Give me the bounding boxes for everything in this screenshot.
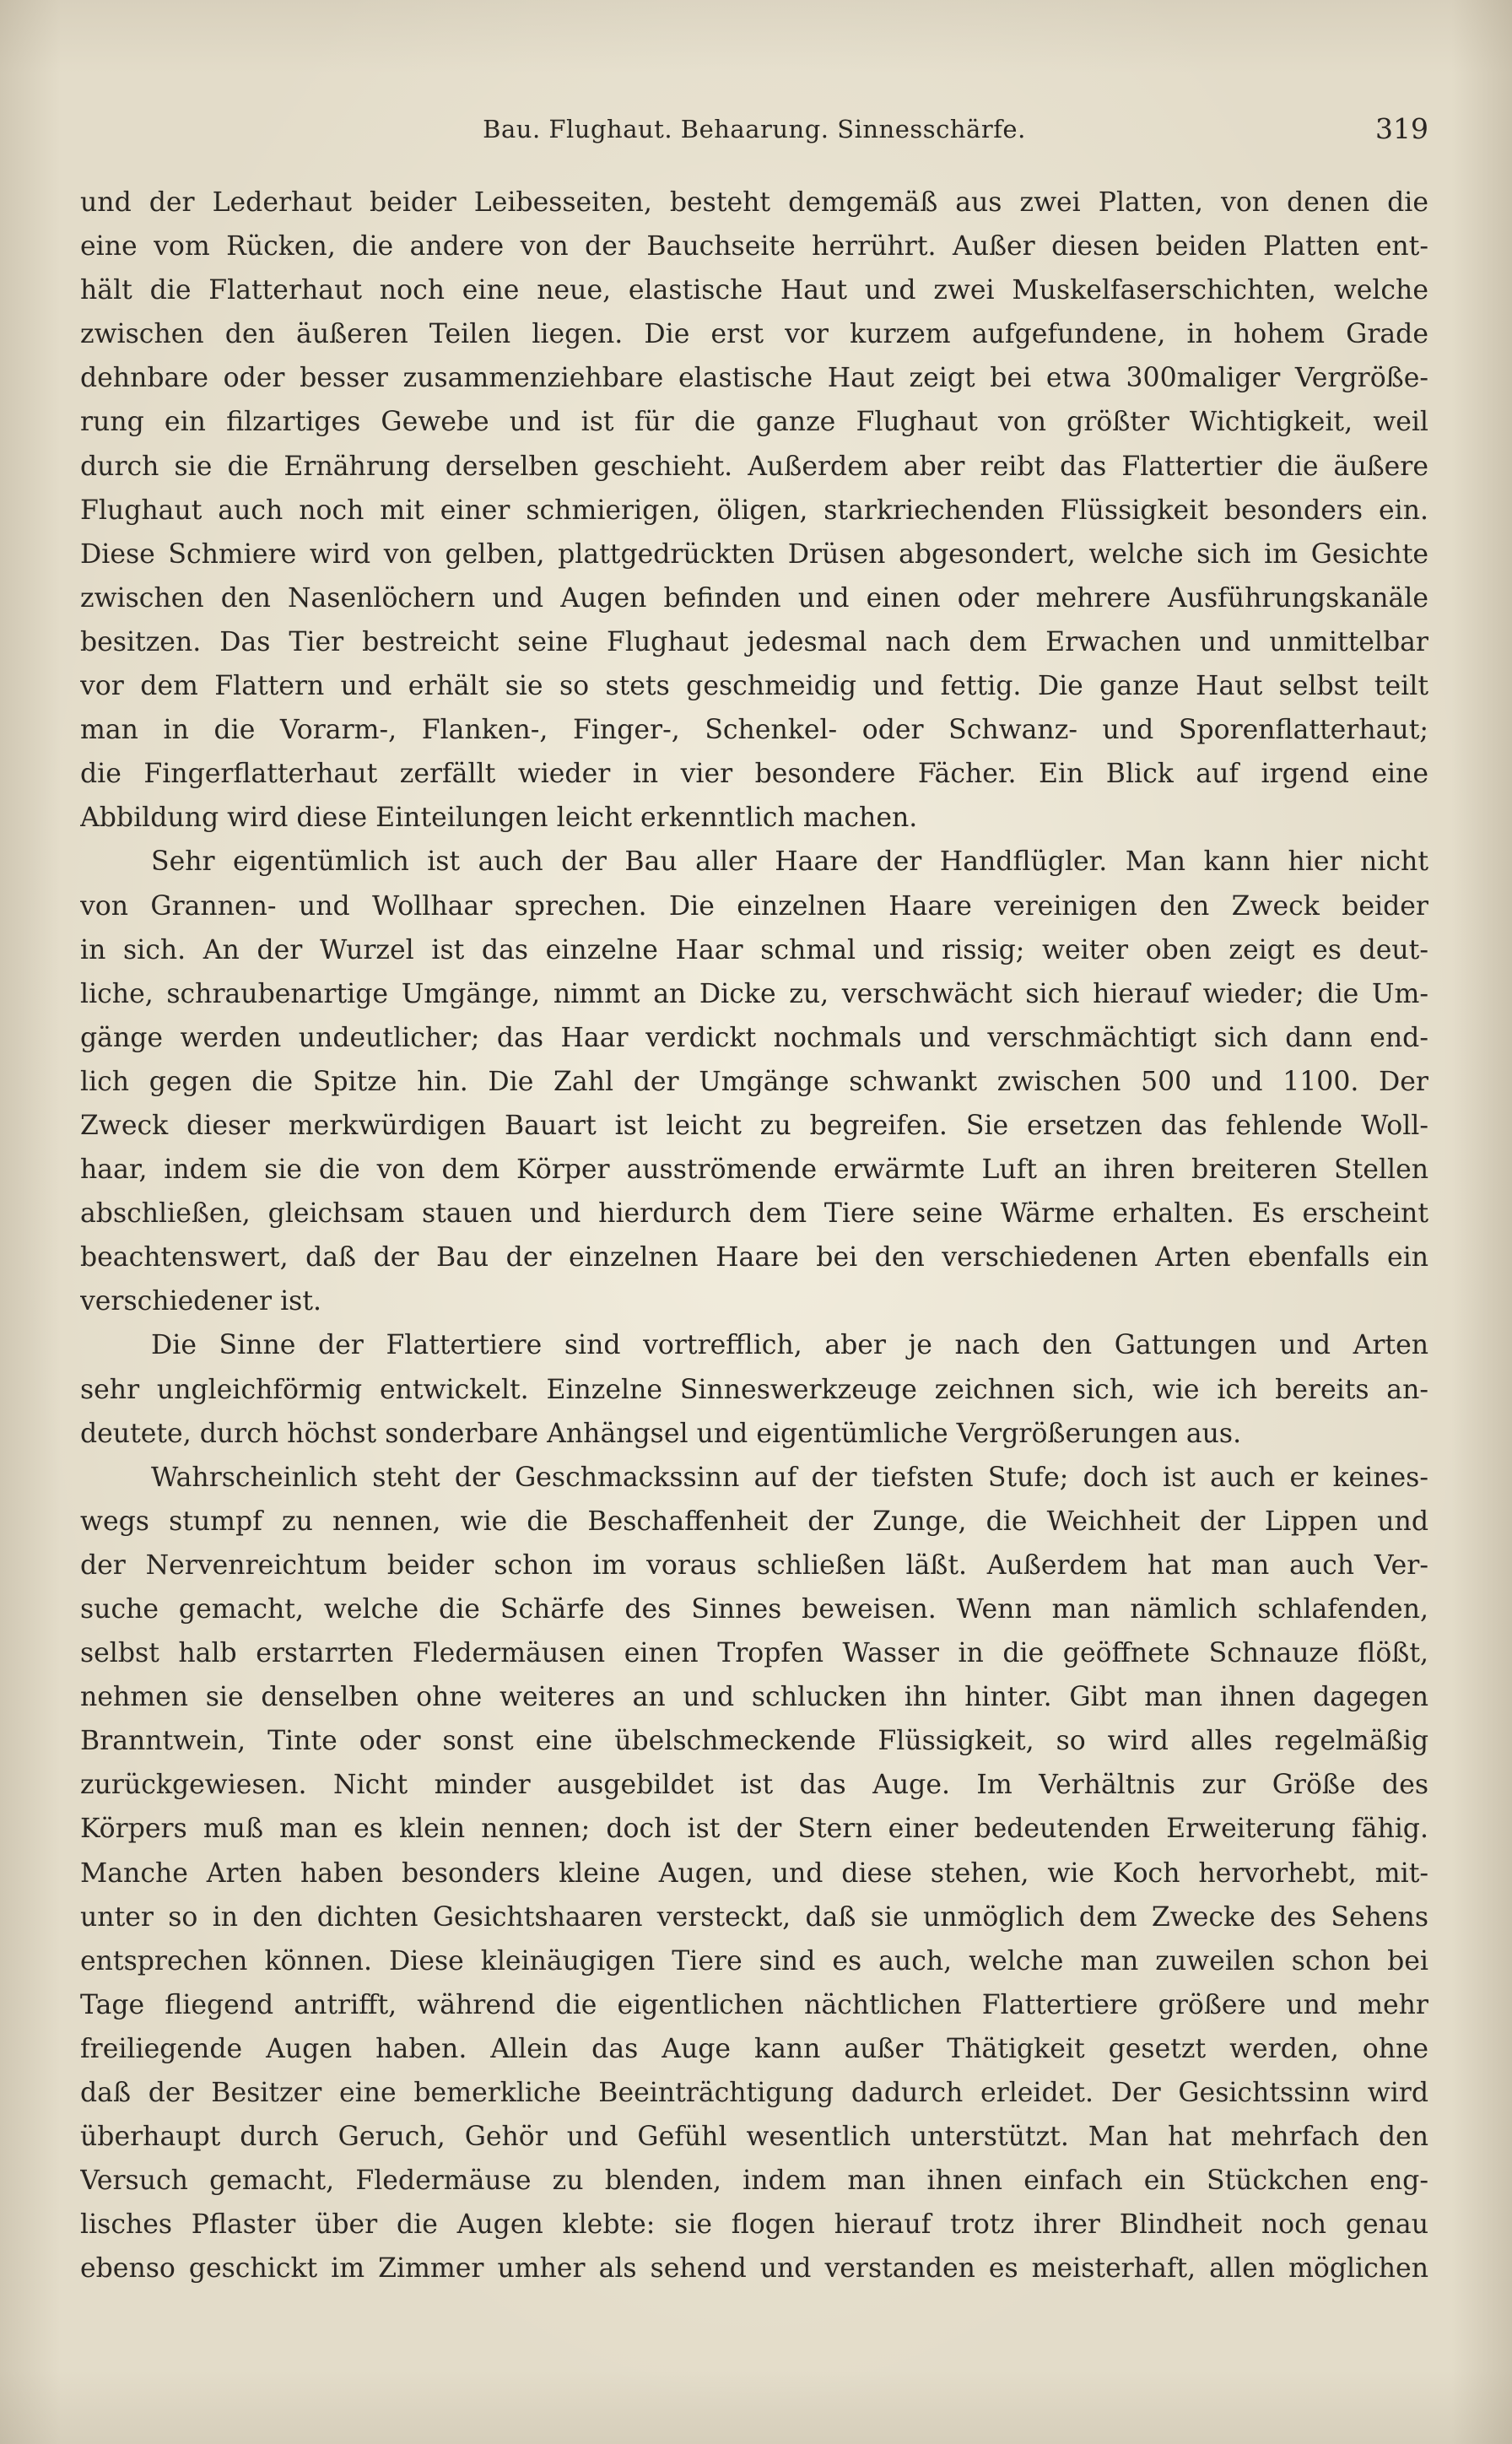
body-text: [80, 181, 1428, 2291]
text-line: verschiedener ist.: [80, 1286, 322, 1317]
text-line: freiliegende Augen haben. Allein das Auge kann außer Thätigkeit gesetzt werden, ohne: [80, 2033, 1428, 2064]
text-line: lisches Pflaster über die Augen klebte: sie flogen hierauf trotz ihrer Blindheit noch genau: [80, 2209, 1428, 2241]
text-line: zwischen den Nasenlöchern und Augen befinden und einen oder mehrere Ausführungskanäle: [80, 582, 1428, 614]
running-head: [80, 108, 1428, 150]
text-line: Diese Schmiere wird von gelben, plattgedrückten Drüsen abgesondert, welche sich im Gesichte: [80, 538, 1428, 570]
text-line: Versuch gemacht, Fledermäuse zu blenden, indem man ihnen einfach ein Stückchen eng-: [80, 2166, 1428, 2197]
text-line: suche gemacht, welche die Schärfe des Sinnes beweisen. Wenn man nämlich schlafenden,: [80, 1594, 1428, 1625]
text-line: Manche Arten haben besonders kleine Augen, und diese stehen, wie Koch hervorhebt, mit-: [80, 1857, 1428, 1889]
text-line: Zweck dieser merkwürdigen Bauart ist leicht zu begreifen. Sie ersetzen das fehlende Woll-: [80, 1110, 1428, 1141]
text-line: zurückgewiesen. Nicht minder ausgebildet ist das Auge. Im Verhältnis zur Größe des: [80, 1770, 1428, 1801]
text-line: ebenso geschickt im Zimmer umher als sehend und verstanden es meisterhaft, allen möglichen: [80, 2253, 1428, 2284]
text-line: Die Sinne der Flattertiere sind vortrefflich, aber je nach den Gattungen und Arten: [151, 1330, 1428, 1361]
text-line: und der Lederhaut beider Leibesseiten, besteht demgemäß aus zwei Platten, von denen die: [80, 187, 1428, 218]
text-line: sehr ungleichförmig entwickelt. Einzelne Sinneswerkzeuge zeichnen sich, wie ich bereits an-: [80, 1374, 1428, 1405]
text-line: man in die Vorarm-, Flanken-, Finger-, Schenkel- oder Schwanz- und Sporenflatterhaut;: [80, 715, 1428, 746]
text-line: durch sie die Ernährung derselben geschieht. Außerdem aber reibt das Flattertier die äußere: [80, 451, 1428, 482]
text-line: die Fingerflatterhaut zerfällt wieder in vier besondere Fächer. Ein Blick auf irgend eine: [80, 759, 1428, 790]
text-line: besitzen. Das Tier bestreicht seine Flughaut jedesmal nach dem Erwachen und unmittelbar: [80, 626, 1428, 657]
paragraph: [80, 181, 1428, 840]
text-line: Körpers muß man es klein nennen; doch ist der Stern einer bedeutenden Erweiterung fähig.: [80, 1814, 1428, 1845]
text-line: Branntwein, Tinte oder sonst eine übelschmeckende Flüssigkeit, so wird alles regelmäßig: [80, 1726, 1428, 1757]
text-line: selbst halb erstarrten Fledermäusen einen Tropfen Wasser in die geöffnete Schnauze flößt,: [80, 1638, 1428, 1669]
text-line: dehnbare oder besser zusammenziehbare elastische Haut zeigt bei etwa 300maliger Vergröße-: [80, 363, 1428, 394]
text-line: liche, schraubenartige Umgänge, nimmt an Dicke zu, verschwächt sich hierauf wieder; die Um-: [80, 978, 1428, 1009]
text-line: daß der Besitzer eine bemerkliche Beeinträchtigung dadurch erleidet. Der Gesichtssinn wird: [80, 2078, 1428, 2109]
text-line: Sehr eigentümlich ist auch der Bau aller Haare der Handflügler. Man kann hier nicht: [151, 846, 1428, 878]
text-line: wegs stumpf zu nennen, wie die Beschaffenheit der Zunge, die Weichheit der Lippen und: [80, 1506, 1428, 1537]
text-line: Wahrscheinlich steht der Geschmackssinn auf der tiefsten Stufe; doch ist auch er keines-: [151, 1462, 1428, 1493]
paragraph: [80, 1323, 1428, 1455]
text-line: überhaupt durch Geruch, Gehör und Gefühl wesentlich unterstützt. Man hat mehrfach den: [80, 2122, 1428, 2153]
text-line: deutete, durch höchst sonderbare Anhängsel und eigentümliche Vergrößerungen aus.: [80, 1418, 1242, 1449]
text-line: zwischen den äußeren Teilen liegen. Die erst vor kurzem aufgefundene, in hohem Grade: [80, 319, 1428, 350]
text-line: vor dem Flattern und erhält sie so stets geschmeidig und fettig. Die ganze Haut selbst teilt: [80, 671, 1428, 702]
text-line: nehmen sie denselben ohne weiteres an und schlucken ihn hinter. Gibt man ihnen dagegen: [80, 1682, 1428, 1713]
text-line: der Nervenreichtum beider schon im voraus schließen läßt. Außerdem hat man auch Ver-: [80, 1549, 1428, 1581]
text-line: beachtenswert, daß der Bau der einzelnen Haare bei den verschiedenen Arten ebenfalls ein: [80, 1242, 1428, 1273]
text-line: lich gegen die Spitze hin. Die Zahl der Umgänge schwankt zwischen 500 und 1100. Der: [80, 1066, 1428, 1097]
text-line: von Grannen- und Wollhaar sprechen. Die einzelnen Haare vereinigen den Zweck beider: [80, 890, 1428, 922]
text-line: abschließen, gleichsam stauen und hierdurch dem Tiere seine Wärme erhalten. Es erscheint: [80, 1198, 1428, 1230]
text-line: rung ein filzartiges Gewebe und ist für die ganze Flughaut von größter Wichtigkeit, weil: [80, 407, 1428, 438]
text-line: eine vom Rücken, die andere von der Bauchseite herrührt. Außer diesen beiden Platten ent-: [80, 231, 1428, 262]
page-number: 319: [1375, 112, 1428, 145]
text-line: hält die Flatterhaut noch eine neue, elastische Haut und zwei Muskelfaserschichten, welche: [80, 275, 1428, 306]
text-line: entsprechen können. Diese kleinäugigen Tiere sind es auch, welche man zuweilen schon bei: [80, 1945, 1428, 1976]
text-line: haar, indem sie die von dem Körper ausströmende erwärmte Luft an ihren breiteren Stellen: [80, 1154, 1428, 1186]
text-line: unter so in den dichten Gesichtshaaren versteckt, daß sie unmöglich dem Zwecke des Sehens: [80, 1901, 1428, 1933]
paragraph: [80, 840, 1428, 1323]
text-line: in sich. An der Wurzel ist das einzelne Haar schmal und rissig; weiter oben zeigt es deut-: [80, 934, 1428, 965]
running-title: Bau. Flughaut. Behaarung. Sinnesschärfe.: [483, 115, 1026, 143]
text-line: Tage fliegend antrifft, während die eigentlichen nächtlichen Flattertiere größere und mehr: [80, 1989, 1428, 2020]
paragraph: [80, 1456, 1428, 2291]
text-line: gänge werden undeutlicher; das Haar verdickt nochmals und verschmächtigt sich dann end-: [80, 1022, 1428, 1053]
text-line: Abbildung wird diese Einteilungen leicht erkenntlich machen.: [80, 803, 918, 834]
text-line: Flughaut auch noch mit einer schmierigen, öligen, starkriechenden Flüssigkeit besonders ein.: [80, 495, 1428, 526]
